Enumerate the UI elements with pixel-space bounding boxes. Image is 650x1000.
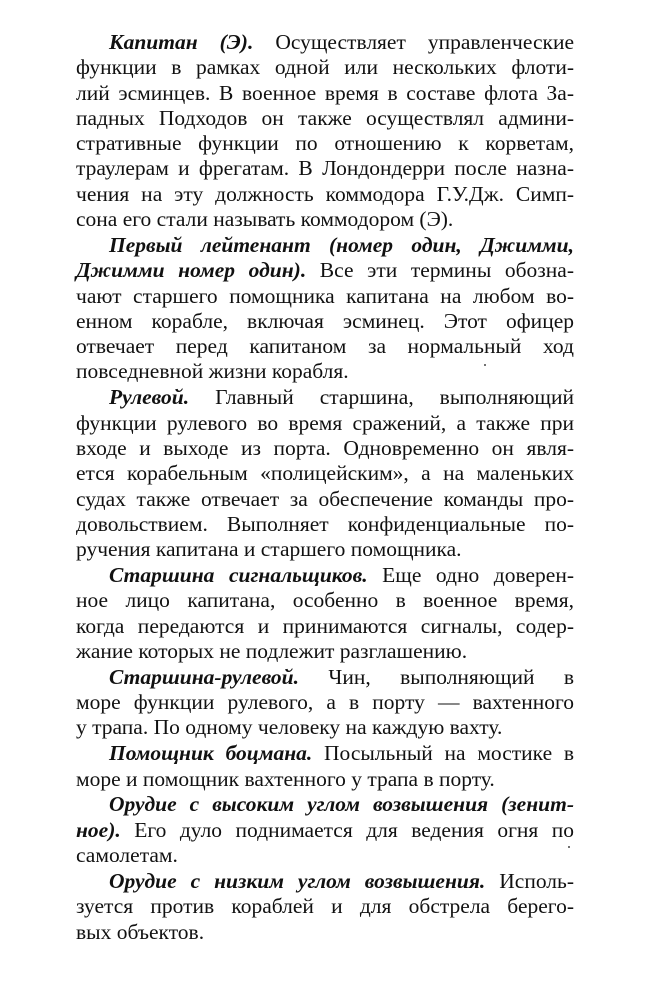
scan-speck	[484, 364, 486, 366]
scan-speck	[568, 846, 570, 848]
entry-captain: Капитан (Э). Осуществляет управленческие функции в рамках одной или нескольких флоти- лий эсминцев. В военное время в составе флота За- падных Подходов он также осуществлял админи- стративные функции по отношению к корветам, траулерам и фрегатам. В Лондондерри после назна- чения на эту должность коммодора Г.У.Дж. Симп- сона его стали называть коммодором (Э).	[76, 30, 574, 232]
term-first-lieutenant: Первый лейтенант (номер один, Джимми,	[109, 232, 574, 257]
term-coxswain: Старшина-рулевой.	[109, 664, 299, 689]
entry-low-angle-gun: Орудие с низким углом возвышения. Исполь- зуется против кораблей и для обстрела берего- вых объектов.	[76, 868, 574, 944]
document-page	[76, 30, 574, 945]
term-boatswain-mate: Помощник боцмана.	[109, 741, 313, 766]
term-chief-signaller: Старшина сигнальщиков.	[109, 563, 368, 588]
entry-high-angle-gun: Орудие с высоким углом возвышения (зенит- ное). Его дуло поднимается для ведения огня по самолетам.	[76, 792, 574, 868]
term-high-angle-gun: Орудие с высоким углом возвышения (зенит-	[109, 792, 574, 817]
entry-helmsman: Рулевой. Главный старшина, выполняющий функции рулевого во время сражений, а также при входе и выходе из порта. Одновременно он явля- ется корабельным «полицейским», а на маленьких судах также отвечает за обеспечение команды про- довольствием. Выполняет конфиденциальные по- ручения капитана и старшего помощника.	[76, 385, 574, 562]
entry-first-lieutenant: Первый лейтенант (номер один, Джимми, Джимми номер один). Все эти термины обозна- чают старшего помощника капитана на любом во- енном корабле, включая эсминец. Этот офицер отвечает перед капитаном за нормальный ход повседневной жизни корабля.	[76, 232, 575, 384]
entry-chief-signaller: Старшина сигнальщиков. Еще одно доверен- ное лицо капитана, особенно в военное время, когда передаются и принимаются сигналы, содер- жание которых не подлежит разглашению.	[76, 563, 574, 663]
entry-boatswain-mate: Помощник боцмана. Посыльный на мостике в море и помощник вахтенного у трапа в порту.	[76, 741, 574, 791]
term-low-angle-gun: Орудие с низким углом возвышения.	[109, 868, 486, 893]
term-captain: Капитан (Э).	[109, 30, 254, 54]
entry-coxswain: Старшина-рулевой. Чин, выполняющий в море функции рулевого, а в порту — вахтенного у трапа. По одному человеку на каждую вахту.	[76, 664, 574, 740]
term-helmsman: Рулевой.	[109, 385, 190, 410]
